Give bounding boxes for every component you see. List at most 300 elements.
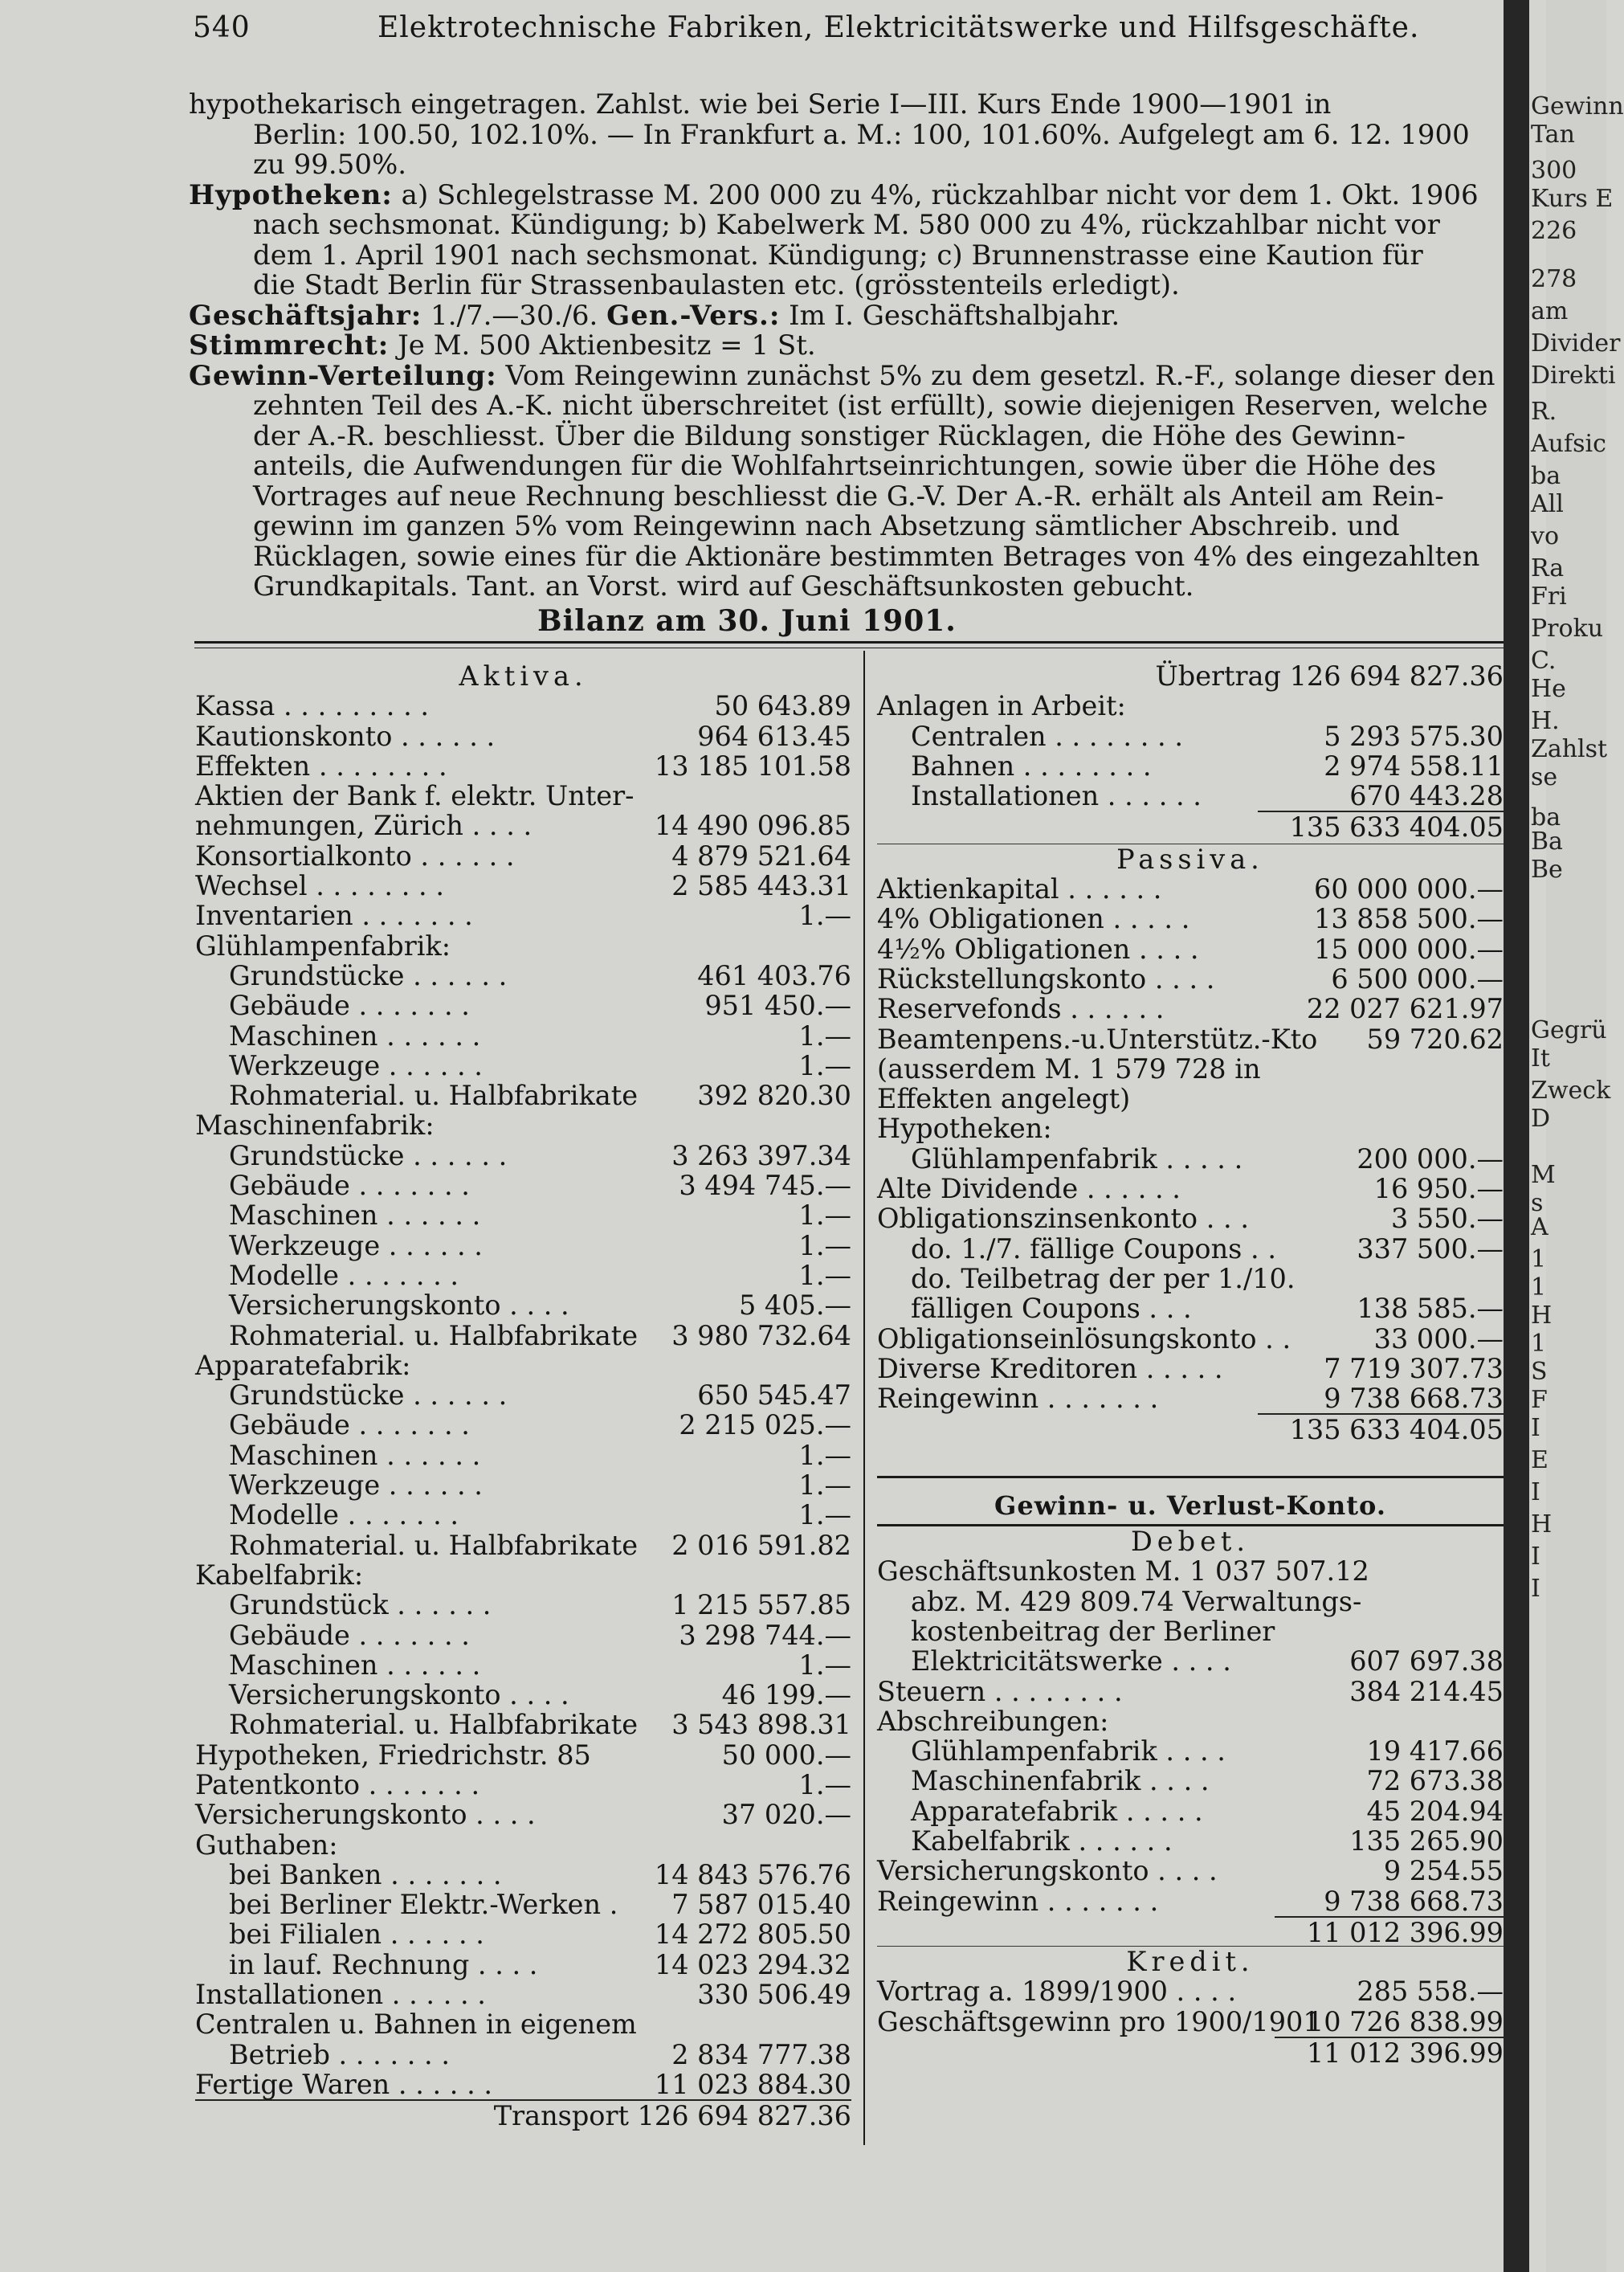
- transport-label: Transport: [493, 2100, 629, 2132]
- aktiva-row: [195, 1440, 851, 1470]
- aktiva-row: [195, 1321, 851, 1351]
- aktiva-row: [195, 1470, 851, 1500]
- debet-value: 607 697.38: [1349, 1645, 1504, 1677]
- gewinn-text: Vom Reingewinn zunächst 5% zu dem gesetzl. R.-F., solange dieser den: [496, 359, 1495, 392]
- aktiva-label: Grundstücke . . . . . .: [229, 959, 508, 991]
- aktiva-value: 50 643.89: [714, 690, 851, 722]
- edge-fragment: am: [1531, 297, 1569, 325]
- passiva-row: [877, 1054, 1504, 1084]
- aktiva-value: 1 215 557.85: [671, 1589, 851, 1621]
- aktiva-row: [195, 1380, 851, 1410]
- hypotheken-line: dem 1. April 1901 nach sechsmonat. Kündigung; c) Brunnenstrasse eine Kaution für: [253, 239, 1423, 272]
- debet-label: Geschäftsunkosten M. 1 037 507.12: [877, 1555, 1369, 1588]
- kredit-row: [877, 2007, 1504, 2037]
- passiva-label: Obligationszinsenkonto . . .: [877, 1203, 1249, 1235]
- aktiva-value: 2 585 443.31: [671, 870, 851, 902]
- kredit-heading: Kredit.: [877, 1946, 1504, 1976]
- aktiva-row: [195, 1919, 851, 1949]
- stimmrecht-text: Je M. 500 Aktienbesitz = 1 St.: [389, 329, 816, 362]
- aktiva-row: [195, 1500, 851, 1530]
- passiva-label: Glühlampenfabrik . . . . .: [911, 1142, 1243, 1175]
- passiva-total-row: [877, 1413, 1504, 1446]
- debet-label: Reingewinn . . . . . . .: [877, 1885, 1159, 1917]
- aktiva-row: [195, 1141, 851, 1171]
- aktiva-value: 1.—: [798, 1199, 851, 1232]
- passiva-row: [877, 874, 1504, 904]
- debet-row: [877, 1886, 1504, 1916]
- passiva-row: [877, 1203, 1504, 1233]
- aktiva-label: Gebäude . . . . . . .: [229, 1170, 470, 1202]
- aktiva-row: [195, 901, 851, 930]
- passiva-row: [877, 1383, 1504, 1413]
- passiva-row: [877, 904, 1504, 934]
- debet-label: abz. M. 429 809.74 Verwaltungs-: [911, 1585, 1362, 1617]
- edge-fragment: Ba: [1531, 827, 1563, 856]
- anlagen-rows: [877, 691, 1504, 811]
- edge-fragment: Be: [1531, 856, 1563, 884]
- aktiva-row: [195, 1290, 851, 1320]
- hypotheken-line: die Stadt Berlin für Strassenbaulasten etc. (grösstenteils erledigt).: [253, 269, 1180, 301]
- aktiva-value: 14 023 294.32: [654, 1948, 851, 1980]
- passiva-label: Reingewinn . . . . . . .: [877, 1383, 1159, 1415]
- aktiva-value: 7 587 015.40: [671, 1889, 851, 1921]
- aktiva-value: 461 403.76: [697, 959, 851, 991]
- passiva-label: Hypotheken:: [877, 1113, 1052, 1145]
- uebertrag: [1156, 661, 1504, 691]
- aktiva-label: nehmungen, Zürich . . . .: [195, 810, 532, 842]
- gewinn-line: Grundkapitals. Tant. an Vorst. wird auf Geschäftsunkosten gebucht.: [253, 570, 1194, 603]
- aktiva-label: Versicherungskonto . . . .: [229, 1289, 569, 1322]
- aktiva-label: Kabelfabrik:: [195, 1559, 364, 1591]
- aktiva-row: [195, 2070, 851, 2099]
- edge-fragment: Tan: [1531, 121, 1575, 149]
- edge-fragment: 278: [1531, 265, 1577, 293]
- aktiva-row: [195, 1051, 851, 1081]
- uebertrag-label: Übertrag: [1155, 660, 1281, 692]
- aktiva-row: [195, 1800, 851, 1829]
- edge-fragment: H: [1531, 1510, 1553, 1539]
- debet-rows: [877, 1556, 1504, 1916]
- aktiva-value: 951 450.—: [704, 990, 851, 1022]
- aktiva-label: Inventarien . . . . . . .: [195, 900, 473, 932]
- aktiva-row: [195, 751, 851, 781]
- edge-fragment: Fri: [1531, 582, 1567, 611]
- passiva-label: Beamtenpens.-u.Unterstütz.-Kto: [877, 1023, 1318, 1055]
- aktiva-value: 3 543 898.31: [671, 1709, 851, 1741]
- aktiva-label: Versicherungskonto . . . .: [195, 1799, 536, 1831]
- aktiva-label: Kautionskonto . . . . . .: [195, 720, 496, 752]
- kredit-row: [877, 1976, 1504, 2006]
- edge-fragment: I: [1531, 1575, 1540, 1603]
- edge-fragment: 1: [1531, 1330, 1547, 1358]
- aktiva-label: Kassa . . . . . . . . .: [195, 690, 430, 722]
- aktiva-value: 1.—: [798, 1768, 851, 1800]
- passiva-label: fälligen Coupons . . .: [911, 1293, 1192, 1325]
- aktiva-label: Installationen . . . . . .: [195, 1979, 486, 2011]
- edge-fragment: All: [1531, 490, 1564, 518]
- passiva-label: (ausserdem M. 1 579 728 in: [877, 1052, 1261, 1085]
- kredit-rows: [877, 1976, 1504, 2037]
- aktiva-row: [195, 1081, 851, 1110]
- geschaeftsjahr-label: Geschäftsjahr:: [189, 299, 422, 332]
- passiva-row: [877, 1354, 1504, 1383]
- aktiva-label: Betrieb . . . . . . .: [229, 2038, 450, 2070]
- debet-label: Glühlampenfabrik . . . .: [911, 1735, 1226, 1767]
- aktiva-label: Rohmaterial. u. Halbfabrikate: [229, 1529, 639, 1561]
- aktiva-row: [195, 1530, 851, 1560]
- edge-fragment: Divider: [1531, 329, 1621, 358]
- edge-fragment: Gewinn: [1531, 92, 1624, 121]
- passiva-value: 7 719 307.73: [1324, 1352, 1504, 1384]
- aktiva-row: [195, 841, 851, 871]
- edge-fragment: I: [1531, 1478, 1540, 1506]
- aktiva-row: [195, 1770, 851, 1800]
- edge-fragment: C.: [1531, 647, 1557, 675]
- anlagen-value: 670 443.28: [1349, 780, 1504, 812]
- aktiva-value: 1.—: [798, 1259, 851, 1291]
- aktiva-label: Werkzeuge . . . . . .: [229, 1469, 483, 1502]
- debet-row: [877, 1646, 1504, 1676]
- aktiva-label: bei Banken . . . . . . .: [229, 1858, 502, 1890]
- intro-line: hypothekarisch eingetragen. Zahlst. wie bei Serie I—III. Kurs Ende 1900—1901 in: [189, 88, 1332, 121]
- aktiva-row: [195, 931, 851, 961]
- passiva-value: 33 000.—: [1373, 1322, 1504, 1355]
- aktiva-label: Effekten . . . . . . . .: [195, 750, 447, 782]
- aktiva-label: Guthaben:: [195, 1829, 338, 1861]
- uebertrag-value: 126 694 827.36: [1289, 660, 1504, 692]
- intro-line: Berlin: 100.50, 102.10%. — In Frankfurt a. M.: 100, 101.60%. Aufgelegt am 6. 12. 1900: [253, 118, 1470, 151]
- passiva-row: [877, 1144, 1504, 1174]
- aktiva-value: 3 263 397.34: [671, 1139, 851, 1171]
- edge-fragment: Ra: [1531, 554, 1565, 582]
- edge-fragment: S: [1531, 1358, 1548, 1386]
- guv-top-rule: [877, 1476, 1504, 1478]
- debet-row: [877, 1766, 1504, 1796]
- debet-row: [877, 1587, 1504, 1616]
- passiva-heading: Passiva.: [877, 844, 1504, 874]
- aktiva-row: [195, 1740, 851, 1770]
- passiva-label: 4% Obligationen . . . . .: [877, 903, 1190, 935]
- aktiva-row: [195, 721, 851, 751]
- debet-row: [877, 1856, 1504, 1886]
- passiva-value: 337 500.—: [1357, 1232, 1504, 1265]
- gewinn-line: anteils, die Aufwendungen für die Wohlfahrtseinrichtungen, sowie über die Höhe des: [253, 450, 1437, 482]
- aktiva-label: Gebäude . . . . . . .: [229, 1619, 470, 1651]
- debet-value: 384 214.45: [1349, 1675, 1504, 1707]
- aktiva-row: [195, 1200, 851, 1230]
- aktiva-label: in lauf. Rechnung . . . .: [229, 1948, 538, 1980]
- anlagen-label: Anlagen in Arbeit:: [877, 690, 1126, 722]
- passiva-value: 59 720.62: [1366, 1023, 1504, 1055]
- aktiva-row: [195, 691, 851, 721]
- debet-label: Steuern . . . . . . . .: [877, 1675, 1123, 1707]
- passiva-label: Diverse Kreditoren . . . . .: [877, 1352, 1223, 1384]
- geschaeftsjahr-line: [189, 301, 1538, 332]
- aktiva-value: 392 820.30: [697, 1080, 851, 1112]
- aktiva-row: [195, 1620, 851, 1650]
- debet-value: 19 417.66: [1366, 1735, 1504, 1767]
- aktiva-label: Patentkonto . . . . . . .: [195, 1768, 480, 1800]
- passiva-row: [877, 1324, 1504, 1354]
- aktiva-row: [195, 2009, 851, 2039]
- aktiva-label: bei Filialen . . . . . .: [229, 1919, 484, 1951]
- kredit-label: Vortrag a. 1899/1900 . . . .: [877, 1976, 1237, 2008]
- aktiva-row: [195, 1950, 851, 1980]
- passiva-row: [877, 994, 1504, 1024]
- gewinn-line: gewinn im ganzen 5% vom Reingewinn nach Absetzung sämtlicher Abschreib. und: [253, 510, 1400, 542]
- passiva-value: 138 585.—: [1357, 1293, 1504, 1325]
- edge-fragment: Zahlst: [1531, 735, 1608, 763]
- passiva-total: 135 633 404.05: [1258, 1413, 1504, 1445]
- aktiva-value: 1.—: [798, 1469, 851, 1502]
- aktiva-label: Maschinen . . . . . .: [229, 1199, 481, 1232]
- debet-value: 72 673.38: [1366, 1765, 1504, 1797]
- gewinn-line: der A.-R. beschliesst. Über die Bildung sonstiger Rücklagen, die Höhe des Gewinn-: [253, 419, 1406, 452]
- passiva-row: [877, 1174, 1504, 1203]
- aktiva-value: 2 215 025.—: [679, 1409, 851, 1441]
- aktiva-label: Grundstücke . . . . . .: [229, 1379, 508, 1412]
- passiva-row: [877, 1293, 1504, 1323]
- passiva-value: 15 000 000.—: [1314, 933, 1504, 965]
- passiva-row: [877, 1024, 1504, 1054]
- bilanz-title: Bilanz am 30. Juni 1901.: [537, 604, 957, 638]
- edge-fragment: vo: [1531, 522, 1560, 550]
- anlagen-label: Bahnen . . . . . . . .: [911, 750, 1152, 782]
- aktiva-transport: [494, 2101, 851, 2131]
- debet-value: 135 265.90: [1349, 1825, 1504, 1857]
- kredit-total: 11 012 396.99: [1275, 2037, 1504, 2068]
- edge-fragment: Kurs E: [1531, 185, 1614, 213]
- kredit-label: Geschäftsgewinn pro 1900/1901: [877, 2005, 1320, 2037]
- anlagen-label: Installationen . . . . . .: [911, 780, 1202, 812]
- aktiva-value: 5 405.—: [738, 1289, 851, 1322]
- edge-fragment: R.: [1531, 398, 1557, 426]
- gewinn-paragraph: [189, 359, 1538, 392]
- passiva-label: do. Teilbetrag der per 1./10.: [911, 1262, 1296, 1294]
- aktiva-value: 14 272 805.50: [654, 1919, 851, 1951]
- running-header: Elektrotechnische Fabriken, Elektricitätswerke und Hilfsgeschäfte.: [377, 11, 1420, 44]
- aktiva-row: [195, 1231, 851, 1261]
- anlagen-total: 135 633 404.05: [1258, 811, 1504, 842]
- hypotheken-label: Hypotheken:: [189, 178, 393, 211]
- aktiva-row: [195, 1351, 851, 1380]
- passiva-value: 200 000.—: [1357, 1142, 1504, 1175]
- aktiva-value: 3 298 744.—: [679, 1619, 851, 1651]
- passiva-label: do. 1./7. fällige Coupons . .: [911, 1232, 1276, 1265]
- debet-heading: Debet.: [1130, 1526, 1251, 1558]
- debet-label: Elektricitätswerke . . . .: [911, 1645, 1231, 1677]
- edge-fragment: 300: [1531, 157, 1577, 185]
- gewinn-label: Gewinn-Verteilung:: [189, 359, 497, 392]
- hypotheken-text: a) Schlegelstrasse M. 200 000 zu 4%, rückzahlbar nicht vor dem 1. Okt. 1906: [392, 178, 1479, 211]
- debet-row: [877, 1677, 1504, 1706]
- aktiva-row: [195, 871, 851, 901]
- guv-title: Gewinn- u. Verlust-Konto.: [994, 1489, 1386, 1521]
- aktiva-label: Grundstücke . . . . . .: [229, 1139, 508, 1171]
- passiva-label: Effekten angelegt): [877, 1083, 1131, 1115]
- gewinn-line: Rücklagen, sowie eines für die Aktionäre bestimmten Betrages von 4% des eingezahlten: [253, 540, 1480, 573]
- edge-fragment: M: [1531, 1161, 1556, 1189]
- aktiva-value: 964 613.45: [697, 720, 851, 752]
- page-number: 540: [193, 11, 251, 44]
- edge-fragment: se: [1531, 763, 1558, 791]
- edge-fragment: ba: [1531, 803, 1561, 832]
- debet-value: 9 254.55: [1383, 1855, 1504, 1887]
- edge-fragment: E: [1531, 1446, 1549, 1474]
- edge-fragment: 1: [1531, 1273, 1547, 1301]
- edge-fragment: F: [1531, 1386, 1548, 1414]
- passiva-label: Alte Dividende . . . . . .: [877, 1173, 1181, 1205]
- aktiva-label: Werkzeuge . . . . . .: [229, 1229, 483, 1261]
- aktiva-label: Maschinen . . . . . .: [229, 1649, 481, 1681]
- aktiva-label: Maschinen . . . . . .: [229, 1439, 481, 1471]
- aktiva-value: 1.—: [798, 1229, 851, 1261]
- uebertrag-row: [877, 661, 1504, 691]
- passiva-label: Aktienkapital . . . . . .: [877, 873, 1162, 905]
- passiva-row: [877, 1114, 1504, 1143]
- aktiva-value: 3 494 745.—: [679, 1170, 851, 1202]
- aktiva-transport-row: [195, 2099, 851, 2131]
- debet-row: [877, 1826, 1504, 1856]
- anlagen-label: Centralen . . . . . . . .: [911, 720, 1183, 752]
- genvers-text: Im I. Geschäftshalbjahr.: [780, 299, 1120, 332]
- edge-fragment: H.: [1531, 707, 1560, 735]
- passiva-value: 9 738 668.73: [1324, 1383, 1504, 1415]
- aktiva-label: Konsortialkonto . . . . . .: [195, 840, 515, 872]
- aktiva-heading: Aktiva.: [459, 660, 588, 692]
- passiva-row: [877, 964, 1504, 994]
- aktiva-value: 1.—: [798, 1049, 851, 1081]
- passiva-label: Reservefonds . . . . . .: [877, 993, 1165, 1025]
- company-details: [189, 90, 1538, 603]
- passiva-row: [877, 1084, 1504, 1114]
- hypotheken-line: nach sechsmonat. Kündigung; b) Kabelwerk M. 580 000 zu 4%, rückzahlbar nicht vor: [253, 209, 1440, 241]
- aktiva-value: 1.—: [798, 900, 851, 932]
- aktiva-value: 4 879 521.64: [671, 840, 851, 872]
- passiva-value: 16 950.—: [1373, 1173, 1504, 1205]
- passiva-label: Obligationseinlösungskonto . .: [877, 1322, 1291, 1355]
- aktiva-value: 50 000.—: [721, 1739, 851, 1771]
- aktiva-row: [195, 1021, 851, 1051]
- gewinn-line: zehnten Teil des A.-K. nicht überschreitet (ist erfüllt), sowie diejenigen Reserven, welche: [253, 390, 1488, 422]
- debet-label: Versicherungskonto . . . .: [877, 1855, 1218, 1887]
- genvers-label: Gen.-Vers.:: [606, 299, 781, 332]
- aktiva-row: [195, 1830, 851, 1860]
- anlagen-row: [877, 781, 1504, 811]
- aktiva-value: 14 843 576.76: [654, 1858, 851, 1890]
- aktiva-label: Rohmaterial. u. Halbfabrikate: [229, 1080, 639, 1112]
- debet-value: 9 738 668.73: [1324, 1885, 1504, 1917]
- edge-fragment: A: [1531, 1213, 1549, 1241]
- stimmrecht-line: [189, 331, 1538, 362]
- aktiva-label: Hypotheken, Friedrichstr. 85: [195, 1739, 591, 1771]
- aktiva-row: [195, 1650, 851, 1680]
- aktiva-row: [195, 1110, 851, 1140]
- edge-fragment: Proku: [1531, 615, 1604, 643]
- aktiva-row: [195, 961, 851, 991]
- aktiva-value: 1.—: [798, 1649, 851, 1681]
- aktiva-value: 2 834 777.38: [671, 2038, 851, 2070]
- aktiva-row: [195, 1560, 851, 1590]
- debet-total-row: [877, 1916, 1504, 1946]
- kredit-total-row: [877, 2037, 1504, 2070]
- aktiva-label: Wechsel . . . . . . . .: [195, 870, 444, 902]
- debet-label: Maschinenfabrik . . . .: [911, 1765, 1210, 1797]
- aktiva-rows: [195, 691, 851, 2099]
- debet-label: Apparatefabrik . . . . .: [911, 1795, 1203, 1827]
- passiva-row: [877, 934, 1504, 964]
- edge-fragment: Zweck: [1531, 1077, 1611, 1105]
- aktiva-value: 13 185 101.58: [654, 750, 851, 782]
- aktiva-value: 3 980 732.64: [671, 1319, 851, 1351]
- aktiva-row: [195, 1980, 851, 2009]
- aktiva-label: Rohmaterial. u. Halbfabrikate: [229, 1709, 639, 1741]
- gewinn-line: Vortrages auf neue Rechnung beschliesst die G.-V. Der A.-R. erhält als Anteil am Rein-: [253, 480, 1444, 513]
- aktiva-row: [195, 1171, 851, 1200]
- passiva-value: 22 027 621.97: [1306, 993, 1504, 1025]
- edge-fragment: It: [1531, 1044, 1550, 1073]
- debet-label: kostenbeitrag der Berliner: [911, 1615, 1275, 1647]
- transport-value: 126 694 827.36: [637, 2100, 851, 2132]
- aktiva-row: [195, 1890, 851, 1919]
- aktiva-row: [195, 1680, 851, 1710]
- aktiva-row: [195, 2040, 851, 2070]
- passiva-rows: [877, 874, 1504, 1413]
- kredit-value: 10 726 838.99: [1306, 2005, 1504, 2037]
- edge-fragment: D: [1531, 1105, 1551, 1133]
- debet-row: [877, 1706, 1504, 1736]
- aktiva-value: 2 016 591.82: [671, 1529, 851, 1561]
- aktiva-value: 1.—: [798, 1439, 851, 1471]
- aktiva-value: 1.—: [798, 1499, 851, 1531]
- edge-fragment: H: [1531, 1301, 1553, 1330]
- anlagen-value: 2 974 558.11: [1324, 750, 1504, 782]
- aktiva-label: Gebäude . . . . . . .: [229, 1409, 470, 1441]
- aktiva-row: [195, 1710, 851, 1739]
- page-binding-shadow: [1504, 0, 1529, 2272]
- aktiva-label: Rohmaterial. u. Halbfabrikate: [229, 1319, 639, 1351]
- passiva-value: 3 550.—: [1390, 1203, 1504, 1235]
- passiva-value: 6 500 000.—: [1331, 962, 1504, 995]
- aktiva-label: Apparatefabrik:: [195, 1349, 411, 1381]
- aktiva-row: [195, 1590, 851, 1620]
- intro-line: zu 99.50%.: [253, 149, 407, 181]
- kredit-value: 285 558.—: [1357, 1976, 1504, 2008]
- aktiva-value: 650 545.47: [697, 1379, 851, 1412]
- aktiva-label: Modelle . . . . . . .: [229, 1499, 459, 1531]
- passiva-label: Rückstellungskonto . . . .: [877, 962, 1215, 995]
- aktiva-value: 46 199.—: [721, 1679, 851, 1711]
- debet-label: Kabelfabrik . . . . . .: [911, 1825, 1173, 1857]
- debet-total: 11 012 396.99: [1275, 1916, 1504, 1947]
- aktiva-label: Fertige Waren . . . . . .: [195, 2068, 493, 2100]
- debet-row: [877, 1616, 1504, 1646]
- aktiva-value: 330 506.49: [697, 1979, 851, 2011]
- aktiva-label: Maschinenfabrik:: [195, 1109, 435, 1142]
- anlagen-total-row: [877, 811, 1504, 844]
- aktiva-row: [195, 1410, 851, 1440]
- passiva-row: [877, 1234, 1504, 1264]
- edge-fragment: Aufsic: [1531, 430, 1606, 458]
- passiva-value: 60 000 000.—: [1314, 873, 1504, 905]
- debet-row: [877, 1736, 1504, 1766]
- aktiva-value: 1.—: [798, 1020, 851, 1052]
- aktiva-row: [195, 1261, 851, 1290]
- aktiva-row: [195, 811, 851, 840]
- aktiva-row: [195, 781, 851, 811]
- aktiva-label: Maschinen . . . . . .: [229, 1020, 481, 1052]
- aktiva-label: Centralen u. Bahnen in eigenem: [195, 2008, 637, 2041]
